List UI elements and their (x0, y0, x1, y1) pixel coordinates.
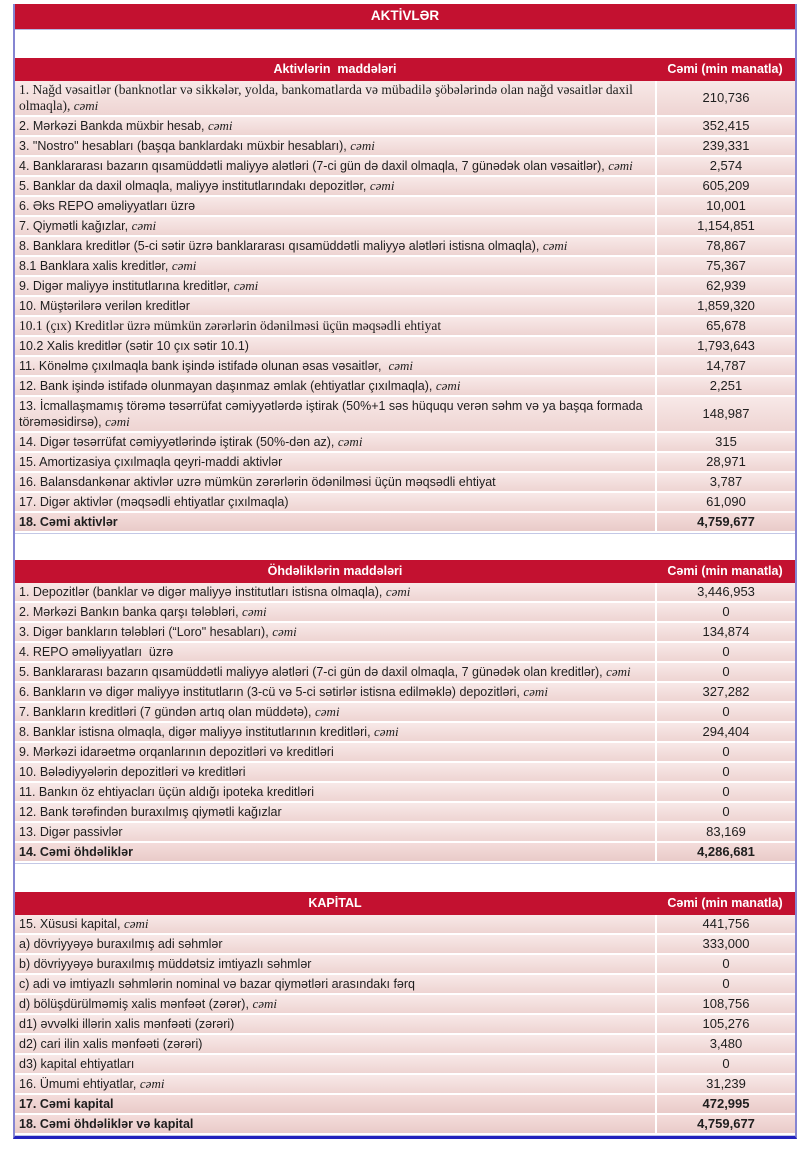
row-label: 3. "Nostro" hesabları (başqa banklardakı müxbir hesabları), cəmi (19, 138, 375, 153)
table-row (15, 217, 795, 237)
table-row (15, 1035, 795, 1055)
row-label: 7. Qiymətli kağızlar, cəmi (19, 218, 157, 233)
row-label: 17. Digər aktivlər (məqsədli ehtiyatlar çıxılmaqla) (19, 495, 289, 509)
row-label: 15. Amortizasiya çıxılmaqla qeyri-maddi aktivlər (19, 455, 283, 469)
row-label-cami: cəmi (131, 218, 157, 233)
table-row (15, 157, 795, 177)
table-row (15, 1055, 795, 1075)
row-label-cami: cəmi (272, 624, 297, 639)
row-value: 239,331 (655, 137, 795, 155)
table-row (15, 975, 795, 995)
sections-container (15, 58, 795, 1136)
table-row (15, 317, 795, 337)
section-header-row (15, 58, 795, 81)
column-header-items: Öhdəliklərin maddələri (267, 564, 403, 578)
table-row (15, 513, 795, 533)
row-value: 78,867 (655, 237, 795, 255)
row-value: 105,276 (655, 1015, 795, 1033)
row-label-cami: cəmi (171, 258, 197, 273)
row-value: 83,169 (655, 823, 795, 841)
row-label-cami: cəmi (139, 1076, 165, 1091)
row-label: 14. Cəmi öhdəliklər (19, 845, 133, 859)
row-value: 3,787 (655, 473, 795, 491)
table-row (15, 783, 795, 803)
row-value: 294,404 (655, 723, 795, 741)
table-row (15, 337, 795, 357)
row-value: 14,787 (655, 357, 795, 375)
table-row (15, 297, 795, 317)
balance-sheet (13, 4, 797, 1139)
table-row (15, 493, 795, 513)
table-row (15, 603, 795, 623)
table-row (15, 257, 795, 277)
row-label: 8. Banklar istisna olmaqla, digər maliyyə institutlarının kreditləri, cəmi (19, 724, 399, 739)
row-label: 11. Könəlmə çıxılmaqla bank işində istifadə olunan əsas vəsaitlər, cəmi (19, 358, 413, 373)
row-label-cami: cəmi (608, 158, 633, 173)
row-label-cami: cəmi (388, 358, 413, 373)
row-label-cami: cəmi (105, 414, 130, 429)
row-value: 0 (655, 975, 795, 993)
table-row (15, 743, 795, 763)
row-value: 472,995 (655, 1095, 795, 1113)
row-label: d) bölüşdürülməmiş xalis mənfəət (zərər), cəmi (19, 996, 277, 1011)
table-row (15, 137, 795, 157)
row-label: 13. Digər passivlər (19, 825, 123, 839)
table-row (15, 935, 795, 955)
row-value: 0 (655, 1055, 795, 1073)
table-row (15, 453, 795, 473)
row-label: 1. Depozitlər (banklar və digər maliyyə institutları istisna olmaqla), cəmi (19, 584, 411, 599)
row-value: 108,756 (655, 995, 795, 1013)
row-label: b) dövriyyəyə buraxılmış müddətsiz imtiyazlı səhmlər (19, 957, 312, 971)
row-label: d1) əvvəlki illərin xalis mənfəəti (zərəri) (19, 1017, 235, 1031)
section-assets (15, 58, 795, 534)
column-header-items: KAPİTAL (308, 896, 362, 910)
row-label: 2. Mərkəzi Bankın banka qarşı tələbləri, cəmi (19, 604, 267, 619)
row-label-cami: cəmi (435, 378, 461, 393)
row-value: 148,987 (655, 397, 795, 431)
table-row (15, 357, 795, 377)
row-label: 2. Mərkəzi Bankda müxbir hesab, cəmi (19, 118, 233, 133)
section-header-row (15, 892, 795, 915)
row-label-cami: cəmi (233, 278, 259, 293)
row-value: 3,480 (655, 1035, 795, 1053)
row-label-cami: cəmi (252, 996, 277, 1011)
row-value: 65,678 (655, 317, 795, 335)
table-row (15, 1015, 795, 1035)
row-label: 12. Bank işində istifadə olunmayan daşınmaz əmlak (ehtiyatlar çıxılmaqla), cəmi (19, 378, 461, 393)
table-row (15, 177, 795, 197)
row-label-cami: cəmi (73, 98, 99, 113)
row-label: 14. Digər təsərrüfat cəmiyyətlərində iştirak (50%-dən az), cəmi (19, 434, 363, 449)
table-row (15, 703, 795, 723)
row-value: 28,971 (655, 453, 795, 471)
row-label-cami: cəmi (374, 724, 399, 739)
row-label: 10.2 Xalis kreditlər (sətir 10 çıx sətir 10.1) (19, 339, 249, 353)
column-header-total: Cəmi (min manatla) (667, 896, 783, 910)
row-label-cami: cəmi (385, 584, 411, 599)
column-header-total: Cəmi (min manatla) (667, 564, 783, 578)
row-label-cami: cəmi (523, 684, 548, 699)
table-row (15, 1075, 795, 1095)
table-row (15, 915, 795, 935)
row-label: 18. Cəmi öhdəliklər və kapital (19, 1117, 194, 1131)
row-value: 4,759,677 (655, 1115, 795, 1133)
row-label: 6. Əks REPO əməliyyatları üzrə (19, 199, 196, 213)
row-label: 1. Nağd vəsaitlər (banknotlar və sikkələr, yolda, bankomatlarda və mübadilə şöbələrində olan nağd vəsaitlər daxil olmaqla), cəmi (19, 82, 637, 113)
row-value: 2,251 (655, 377, 795, 395)
row-label: 16. Balansdankənar aktivlər uzrə mümkün zərərlərin ödənilməsi üçün məqsədli ehtiyat (19, 475, 496, 489)
row-label: 12. Bank tərəfindən buraxılmış qiymətli kağızlar (19, 805, 282, 819)
table-row (15, 643, 795, 663)
table-row (15, 843, 795, 863)
row-label: 3. Digər bankların tələbləri (“Loro" hesabları), cəmi (19, 624, 297, 639)
row-label: 6. Bankların və digər maliyyə institutların (3-cü və 5-ci sətirlər istisna edilməklə) depozitləri, cəmi (19, 684, 548, 699)
row-label: a) dövriyyəyə buraxılmış adi səhmlər (19, 937, 223, 951)
table-row (15, 823, 795, 843)
row-label: 9. Mərkəzi idarəetmə orqanlarının depozitləri və kreditləri (19, 745, 334, 759)
row-label-cami: cəmi (208, 118, 233, 133)
row-value: 61,090 (655, 493, 795, 511)
table-row (15, 663, 795, 683)
row-value: 0 (655, 603, 795, 621)
row-label-cami: cəmi (315, 704, 340, 719)
table-row (15, 1115, 795, 1135)
table-row (15, 397, 795, 433)
row-value: 333,000 (655, 935, 795, 953)
row-label: 7. Bankların kreditləri (7 gündən artıq olan müddətə), cəmi (19, 704, 340, 719)
row-value: 315 (655, 433, 795, 451)
row-label: c) adi və imtiyazlı səhmlərin nominal və bazar qiymətləri arasındakı fərq (19, 977, 415, 991)
table-row (15, 237, 795, 257)
row-value: 352,415 (655, 117, 795, 135)
column-header-items: Aktivlərin maddələri (273, 62, 397, 76)
table-row (15, 763, 795, 783)
row-label: d3) kapital ehtiyatları (19, 1057, 135, 1071)
row-label: 5. Banklararası bazarın qısamüddətli maliyyə alətləri (7-ci gün də daxil olmaqla, 7 günədək olan kreditlər), cəmi (19, 664, 631, 679)
row-value: 0 (655, 663, 795, 681)
row-label: 4. REPO əməliyyatları üzrə (19, 645, 174, 659)
section-liabilities (15, 560, 795, 864)
row-value: 4,286,681 (655, 843, 795, 861)
page-title: AKTİVLƏR (15, 4, 795, 30)
row-value: 0 (655, 763, 795, 781)
section-header-row (15, 560, 795, 583)
row-value: 0 (655, 703, 795, 721)
row-value: 1,154,851 (655, 217, 795, 235)
row-label: 5. Banklar da daxil olmaqla, maliyyə institutlarındakı depozitlər, cəmi (19, 178, 395, 193)
row-label: 4. Banklararası bazarın qısamüddətli maliyyə alətləri (7-ci gün də daxil olmaqla, 7 günədək olan vəsaitlər), cəmi (19, 158, 633, 173)
table-row (15, 377, 795, 397)
row-value: 0 (655, 643, 795, 661)
row-label: 13. İcmallaşmamış törəmə təsərrüfat cəmiyyətlərdə iştirak (50%+1 səs hüququ verən səhm və ya başqa formada törəməsidirsə), cəmi (19, 399, 647, 429)
table-row (15, 955, 795, 975)
row-value: 31,239 (655, 1075, 795, 1093)
row-value: 62,939 (655, 277, 795, 295)
row-value: 210,736 (655, 81, 795, 115)
row-value: 0 (655, 803, 795, 821)
row-label: 17. Cəmi kapital (19, 1097, 114, 1111)
table-row (15, 277, 795, 297)
row-value: 0 (655, 955, 795, 973)
row-label-cami: cəmi (350, 138, 375, 153)
row-value: 4,759,677 (655, 513, 795, 531)
table-row (15, 803, 795, 823)
row-label: 18. Cəmi aktivlər (19, 515, 118, 529)
title-spacer (15, 30, 795, 58)
row-label-cami: cəmi (369, 178, 395, 193)
row-label-cami: cəmi (242, 604, 267, 619)
row-value: 1,793,643 (655, 337, 795, 355)
row-label-cami: cəmi (337, 434, 363, 449)
column-header-total: Cəmi (min manatla) (667, 62, 783, 76)
row-label: d2) cari ilin xalis mənfəəti (zərəri) (19, 1037, 203, 1051)
table-row (15, 1095, 795, 1115)
table-row (15, 995, 795, 1015)
section-capital (15, 892, 795, 1136)
row-label: 10. Bələdiyyələrin depozitləri və kreditləri (19, 765, 246, 779)
table-row (15, 683, 795, 703)
row-label: 10.1 (çıx) Kreditlər üzrə mümkün zərərlərin ödənilməsi üçün məqsədli ehtiyat (19, 318, 442, 333)
row-label: 8. Banklara kreditlər (5-ci sətir üzrə banklararası qısamüddətli maliyyə alətləri istisna olmaqla), cəmi (19, 238, 568, 253)
row-label: 15. Xüsusi kapital, cəmi (19, 916, 149, 931)
row-label: 16. Ümumi ehtiyatlar, cəmi (19, 1076, 165, 1091)
row-value: 0 (655, 743, 795, 761)
row-label: 10. Müştərilərə verilən kreditlər (19, 299, 190, 313)
row-value: 3,446,953 (655, 583, 795, 601)
row-value: 10,001 (655, 197, 795, 215)
row-label-cami: cəmi (123, 916, 149, 931)
row-value: 75,367 (655, 257, 795, 275)
table-row (15, 623, 795, 643)
table-row (15, 117, 795, 137)
row-value: 1,859,320 (655, 297, 795, 315)
table-row (15, 433, 795, 453)
row-label-cami: cəmi (606, 664, 631, 679)
table-row (15, 723, 795, 743)
row-label: 8.1 Banklara xalis kreditlər, cəmi (19, 258, 197, 273)
row-value: 2,574 (655, 157, 795, 175)
row-value: 441,756 (655, 915, 795, 933)
table-row (15, 583, 795, 603)
table-row (15, 473, 795, 493)
row-label-cami: cəmi (542, 238, 568, 253)
row-label: 11. Bankın öz ehtiyacları üçün aldığı ipoteka kreditləri (19, 785, 315, 799)
row-label: 9. Digər maliyyə institutlarına kreditlər, cəmi (19, 278, 259, 293)
row-value: 134,874 (655, 623, 795, 641)
row-value: 327,282 (655, 683, 795, 701)
table-row (15, 197, 795, 217)
row-value: 605,209 (655, 177, 795, 195)
row-value: 0 (655, 783, 795, 801)
table-row (15, 81, 795, 117)
